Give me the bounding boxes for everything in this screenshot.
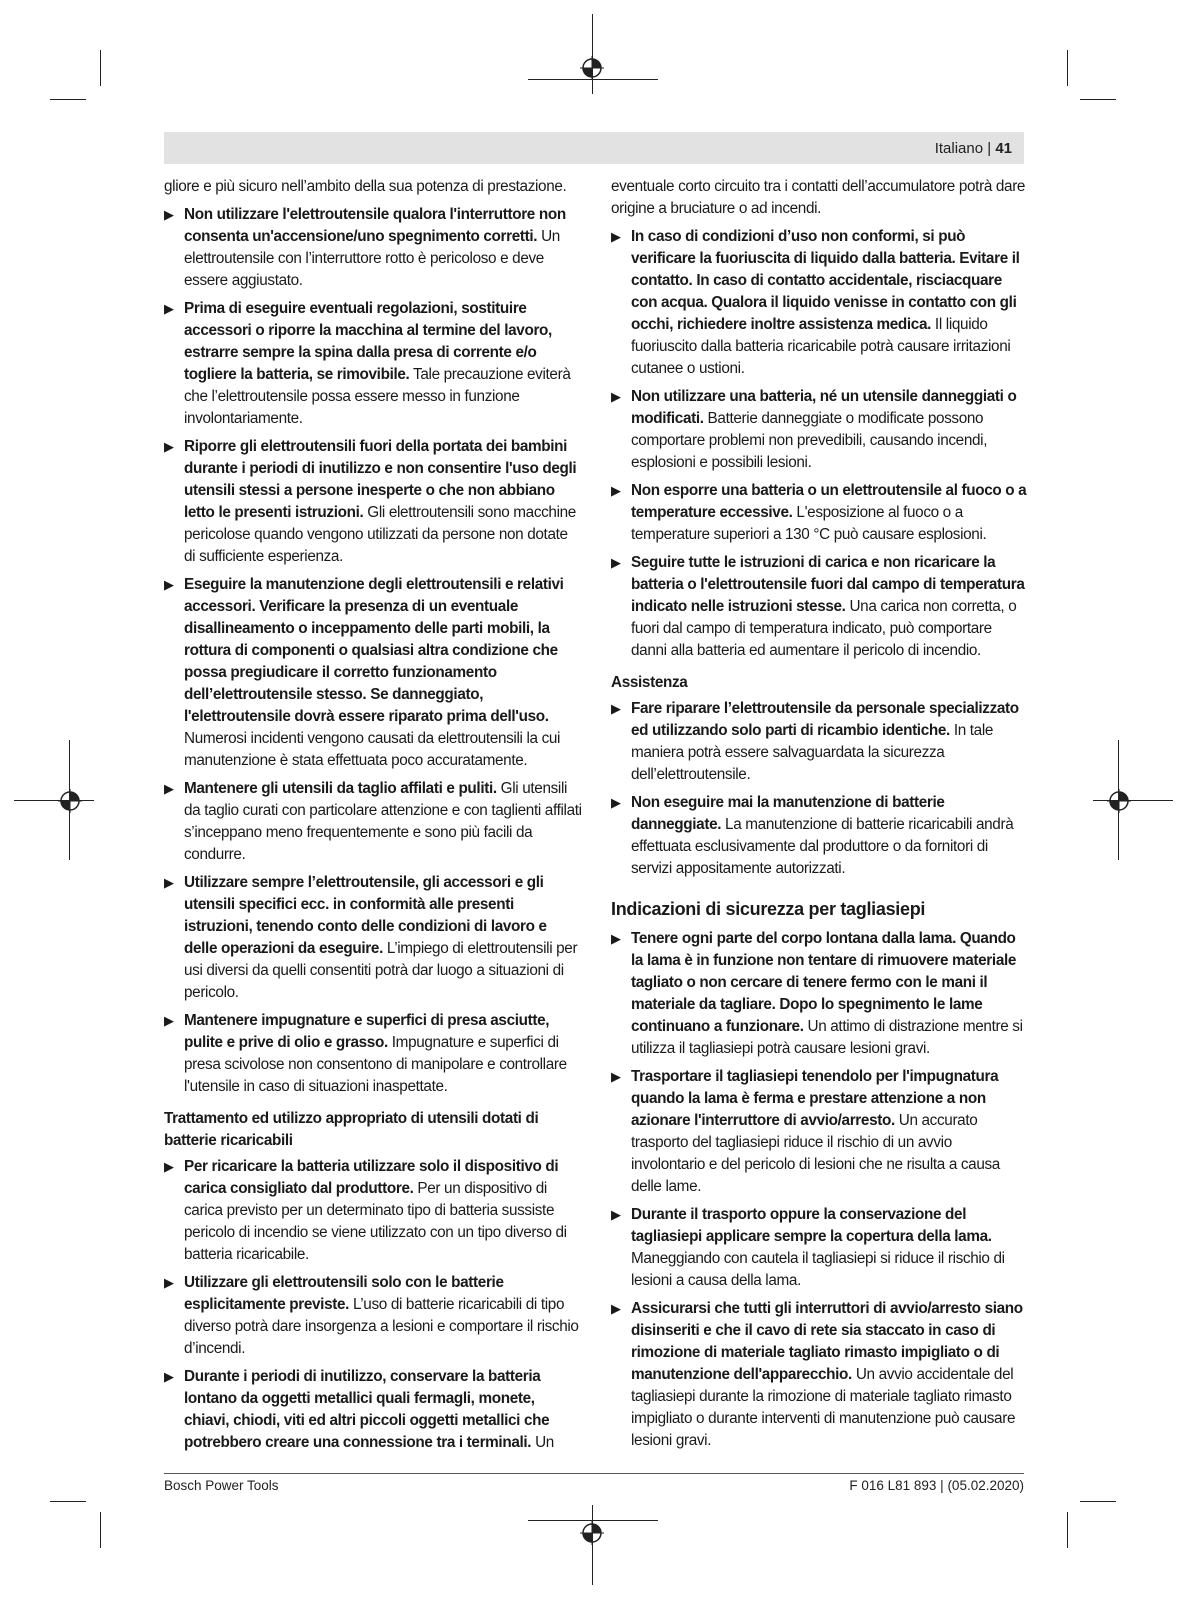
item-bold-text: Durante i periodi di inutilizzo, conservare la batteria lontano da oggetti metallici quali fermagli, monete, chiavi, chiodi, viti ed altri piccoli oggetti metallici che potrebbero creare una connessione tra i terminali.: [184, 1368, 550, 1451]
bullet-triangle-icon: ▶: [611, 701, 621, 716]
item-text: Gli utensili da taglio curati con particolare attenzione e con taglienti affilati s’inceppano meno frequentemente e sono più facili da condurre.: [184, 780, 582, 863]
safety-item: [164, 204, 582, 292]
footer-rule: [164, 1473, 1024, 1474]
safety-item: [164, 436, 582, 568]
item-bold-text: Per ricaricare la batteria utilizzare solo il dispositivo di carica consigliato dal produttore.: [184, 1158, 559, 1197]
item-text: La manutenzione di batterie ricaricabili andrà effettuata esclusivamente dal produttore o da fornitori di servizi appositamente autorizzati.: [631, 816, 1014, 877]
page-number: 41: [995, 140, 1012, 157]
crop-mark: [1080, 1501, 1116, 1502]
bullet-triangle-icon: ▶: [164, 301, 174, 316]
item-text: Gli elettroutensili sono macchine pericolose quando vengono utilizzati da persone non dotate di sufficiente esperienza.: [184, 504, 576, 565]
right-column: [611, 176, 1029, 1458]
registration-target-icon: [580, 56, 604, 80]
item-text: Il liquido fuoriuscito dalla batteria ricaricabile potrà causare irritazioni cutanee o ustioni.: [631, 316, 1011, 377]
bullet-triangle-icon: ▶: [164, 577, 174, 592]
bullet-triangle-icon: ▶: [164, 1159, 174, 1174]
item-bold-text: Utilizzare sempre l’elettroutensile, gli accessori e gli utensili specifici ecc. in conformità alle presenti istruzioni, tenendo conto delle condizioni di lavoro e delle operazioni da eseguire.: [184, 874, 547, 957]
paragraph-continuation: eventuale corto circuito tra i contatti dell’accumulatore potrà dare origine a bruciature o ad incendi.: [611, 178, 1026, 217]
battery-item: [164, 1366, 582, 1454]
bullet-triangle-icon: ▶: [611, 229, 621, 244]
language-label: Italiano: [934, 140, 984, 157]
item-text: Una carica non corretta, o fuori dal campo di temperatura indicato, può comportare danni alla batteria ed aumentare il pericolo di incendio.: [631, 598, 1017, 659]
bullet-triangle-icon: ▶: [611, 555, 621, 570]
item-text: Per un dispositivo di carica previsto per un determinato tipo di batteria sussiste pericolo di incendio se viene utilizzato con un tipo diverso di batteria ricaricabile.: [184, 1180, 567, 1263]
battery-item: [611, 480, 1029, 546]
item-text: Un: [531, 1434, 554, 1451]
crop-mark: [1093, 800, 1173, 801]
item-text: In tale maniera potrà essere salvaguardata la sicurezza dell’elettroutensile.: [631, 722, 994, 783]
header-separator: |: [987, 140, 992, 157]
crop-mark: [592, 1505, 593, 1585]
item-text: Maneggiando con cautela il tagliasiepi si riduce il rischio di lesioni a causa della lama.: [631, 1250, 1005, 1289]
battery-item: [611, 226, 1029, 380]
item-bold-text: Non utilizzare l'elettroutensile qualora l'interruttore non consenta un'accensione/uno spegnimento corretti.: [184, 206, 566, 245]
item-bold-text: Utilizzare gli elettroutensili solo con le batterie esplicitamente previste.: [184, 1274, 504, 1313]
crop-mark: [100, 1512, 101, 1548]
bullet-triangle-icon: ▶: [164, 1275, 174, 1290]
safety-item: [164, 872, 582, 1004]
hedge-item: [611, 1066, 1029, 1198]
bullet-triangle-icon: ▶: [164, 207, 174, 222]
bullet-triangle-icon: ▶: [164, 439, 174, 454]
battery-item: [611, 552, 1029, 662]
registration-target-icon: [580, 1521, 604, 1545]
assistance-item: [611, 792, 1029, 880]
item-text: Un elettroutensile con l’interruttore rotto è pericoloso e deve essere aggiustato.: [184, 228, 560, 289]
bullet-triangle-icon: ▶: [611, 795, 621, 810]
item-bold-text: Mantenere gli utensili da taglio affilati e puliti.: [184, 780, 497, 797]
registration-target-icon: [1107, 789, 1131, 813]
item-bold-text: Seguire tutte le istruzioni di carica e non ricaricare la batteria o l'elettroutensile fuori dal campo di temperatura indicato nelle istruzioni stesse.: [631, 554, 1025, 615]
left-column: [164, 176, 582, 1460]
footer-brand: Bosch Power Tools: [164, 1478, 279, 1493]
subheading-assistance: Assistenza: [611, 674, 688, 691]
bullet-triangle-icon: ▶: [611, 931, 621, 946]
item-bold-text: Assicurarsi che tutti gli interruttori di avvio/arresto siano disinseriti e che il cavo di rete sia staccato in caso di rimozione di materiale tagliato rimasto impigliato o di manutenzione dell'apparecchio.: [631, 1300, 1023, 1383]
bullet-triangle-icon: ▶: [164, 1013, 174, 1028]
crop-mark: [592, 14, 593, 94]
crop-mark: [50, 99, 86, 100]
item-bold-text: Riporre gli elettroutensili fuori della portata dei bambini durante i periodi di inutilizzo e non consentire l'uso degli utensili stessi a persone inesperte o che non abbiano letto le presenti istruzioni.: [184, 438, 577, 521]
bullet-triangle-icon: ▶: [611, 1301, 621, 1316]
safety-item: [164, 1010, 582, 1098]
item-bold-text: Non utilizzare una batteria, né un utensile danneggiati o modificati.: [631, 388, 1017, 427]
hedge-item: [611, 928, 1029, 1060]
subheading-battery: Trattamento ed utilizzo appropriato di utensili dotati di batterie ricaricabili: [164, 1110, 539, 1149]
crop-mark: [1080, 99, 1116, 100]
hedge-item: [611, 1298, 1029, 1452]
item-text: L’impiego di elettroutensili per usi diversi da quelli consentiti potrà dar luogo a situazioni di pericolo.: [184, 940, 578, 1001]
item-text: Numerosi incidenti vengono causati da elettroutensili la cui manutenzione è stata effettuata poco accuratamente.: [184, 730, 561, 769]
paragraph-continuation: gliore e più sicuro nell’ambito della sua potenza di prestazione.: [164, 178, 567, 195]
bullet-triangle-icon: ▶: [611, 389, 621, 404]
header-label: [935, 140, 1012, 157]
item-bold-text: Fare riparare l’elettroutensile da personale specializzato ed utilizzando solo parti di ricambio identiche.: [631, 700, 1019, 739]
item-bold-text: Eseguire la manutenzione degli elettroutensili e relativi accessori. Verificare la presenza di un eventuale disallineamento o inceppamento delle parti mobili, la rottura di componenti o qualsiasi altra condizione che possa pregiudicare il corretto funzionamento dell’elettroutensile stesso. Se danneggiato, l'elettroutensile dovrà essere riparato prima dell'uso.: [184, 576, 564, 725]
item-text: L'esposizione al fuoco o a temperature superiori a 130 °C può causare esplosioni.: [631, 504, 987, 543]
section-heading-hedge-trimmer: Indicazioni di sicurezza per tagliasiepi: [611, 899, 926, 919]
item-text: L’uso di batterie ricaricabili di tipo diverso potrà dare insorgenza a lesioni e comportare il rischio d’incendi.: [184, 1296, 579, 1357]
crop-mark: [14, 800, 94, 801]
item-bold-text: Non eseguire mai la manutenzione di batterie danneggiate.: [631, 794, 945, 833]
footer-doc-id: F 016 L81 893 | (05.02.2020): [849, 1478, 1024, 1493]
item-text: Un avvio accidentale del tagliasiepi durante la rimozione di materiale tagliato rimasto impigliato o durante interventi di manutenzione può causare lesioni gravi.: [631, 1366, 1016, 1449]
item-bold-text: In caso di condizioni d’uso non conformi, si può verificare la fuoriuscita di liquido dalla batteria. Evitare il contatto. In caso di contatto accidentale, risciacquare con acqua. Qualora il liquido venisse in contatto con gli occhi, richiedere inoltre assistenza medica.: [631, 228, 1020, 333]
item-bold-text: Prima di eseguire eventuali regolazioni, sostituire accessori o riporre la macchina al termine del lavoro, estrarre sempre la spina dalla presa di corrente e/o togliere la batteria, se rimovibile.: [184, 300, 552, 383]
assistance-item: [611, 698, 1029, 786]
item-bold-text: Tenere ogni parte del corpo lontana dalla lama. Quando la lama è in funzione non tentare di rimuovere materiale tagliato o non cercare di tenere fermo con le mani il materiale da tagliare. Dopo lo spegnimento le lame continuano a funzionare.: [631, 930, 1017, 1035]
bullet-triangle-icon: ▶: [164, 875, 174, 890]
crop-mark: [1067, 1512, 1068, 1548]
bullet-triangle-icon: ▶: [611, 1207, 621, 1222]
hedge-item: [611, 1204, 1029, 1292]
item-bold-text: Mantenere impugnature e superfici di presa asciutte, pulite e prive di olio e grasso.: [184, 1012, 550, 1051]
safety-item: [164, 574, 582, 772]
registration-target-icon: [58, 789, 82, 813]
safety-item: [164, 778, 582, 866]
item-text: Impugnature e superfici di presa scivolose non consentono di manipolare e controllare l'utensile in caso di situazioni inaspettate.: [184, 1034, 567, 1095]
item-text: Un attimo di distrazione mentre si utilizza il tagliasiepi potrà causare lesioni gravi.: [631, 1018, 1023, 1057]
battery-item: [164, 1156, 582, 1266]
crop-mark: [1067, 50, 1068, 86]
crop-mark: [50, 1501, 86, 1502]
item-text: Tale precauzione eviterà che l’elettroutensile possa essere messo in funzione involontariamente.: [184, 366, 571, 427]
item-bold-text: Trasportare il tagliasiepi tenendolo per l'impugnatura quando la lama è ferma e prestare attenzione a non azionare l'interruttore di avvio/arresto.: [631, 1068, 999, 1129]
item-text: Batterie danneggiate o modificate possono comportare problemi non prevedibili, causando incendi, esplosioni e possibili lesioni.: [631, 410, 988, 471]
bullet-triangle-icon: ▶: [164, 781, 174, 796]
battery-item: [611, 386, 1029, 474]
page-header: [164, 132, 1024, 164]
crop-mark: [100, 50, 101, 86]
bullet-triangle-icon: ▶: [611, 1069, 621, 1084]
item-text: Un accurato trasporto del tagliasiepi riduce il rischio di un avvio involontario e del pericolo di lesioni che ne risulta a causa delle lame.: [631, 1112, 1000, 1195]
bullet-triangle-icon: ▶: [611, 483, 621, 498]
item-bold-text: Durante il trasporto oppure la conservazione del tagliasiepi applicare sempre la copertura della lama.: [631, 1206, 992, 1245]
item-bold-text: Non esporre una batteria o un elettroutensile al fuoco o a temperature eccessive.: [631, 482, 1027, 521]
battery-item: [164, 1272, 582, 1360]
safety-item: [164, 298, 582, 430]
bullet-triangle-icon: ▶: [164, 1369, 174, 1384]
